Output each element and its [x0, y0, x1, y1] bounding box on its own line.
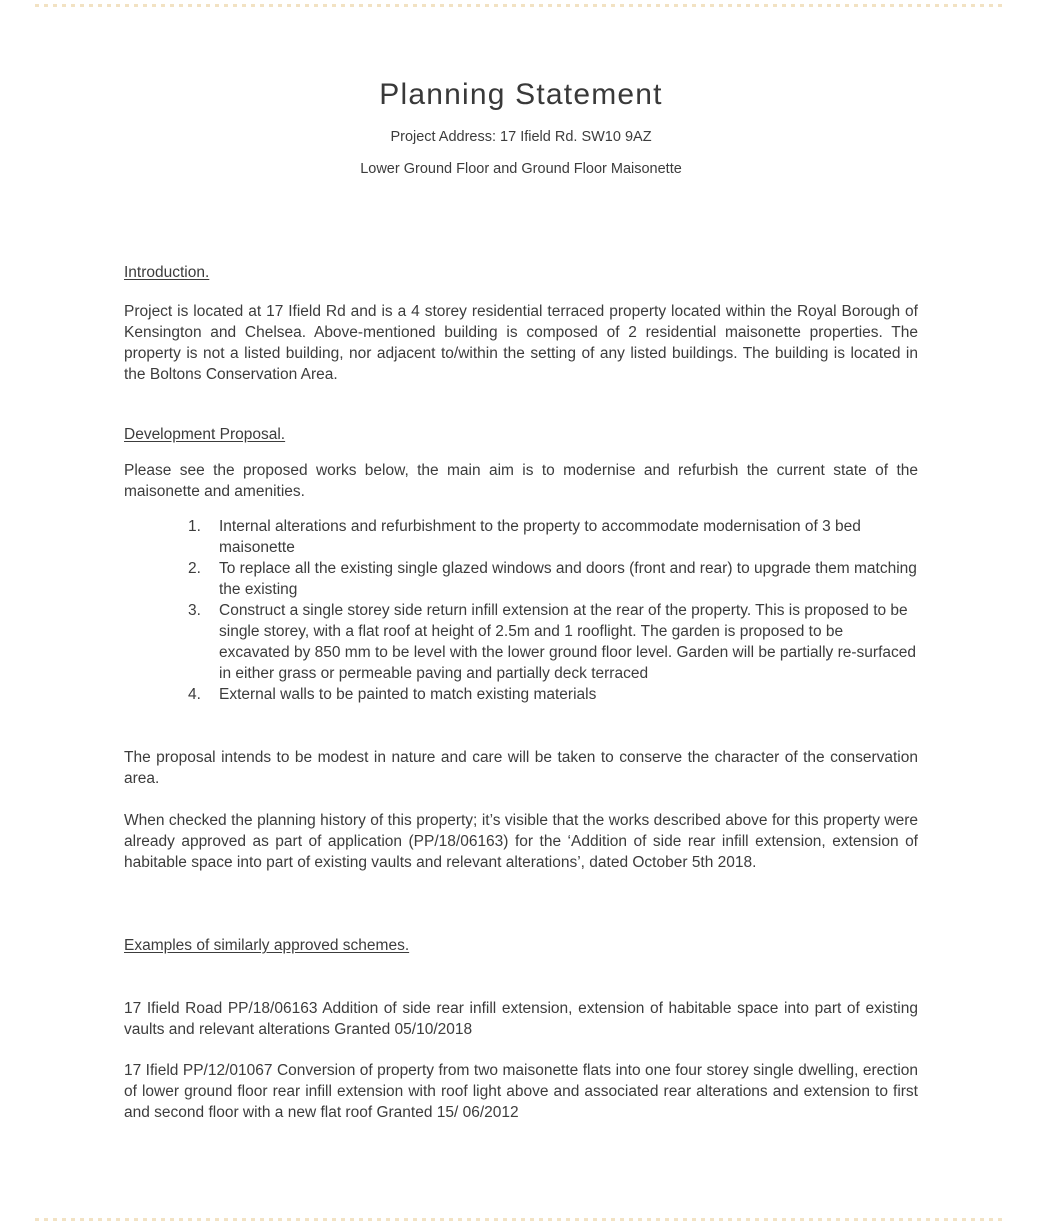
list-item-text: To replace all the existing single glazed windows and doors (front and rear) to upgrade them matching the existing — [219, 560, 917, 598]
development-proposal-section — [124, 424, 918, 873]
proposal-character-paragraph: The proposal intends to be modest in nature and care will be taken to conserve the character of the conservation area. — [124, 749, 918, 787]
development-proposal-heading: Development Proposal. — [124, 426, 286, 443]
list-item-number: 2. — [188, 560, 201, 577]
list-item-text: External walls to be painted to match existing materials — [219, 686, 597, 703]
introduction-section — [124, 262, 918, 385]
list-item-number: 4. — [188, 686, 201, 703]
list-item — [124, 558, 918, 600]
project-address: Project Address: 17 Ifield Rd. SW10 9AZ — [390, 129, 652, 145]
planning-history-paragraph: When checked the planning history of this property; it’s visible that the works described above for this property were already approved as part of application (PP/18/06163) for the ‘Addition of side rear infill extension, extension of habitable space into part of existing vaults and relevant alterations’, dated October 5th 2018. — [124, 812, 918, 871]
page-top-border — [35, 4, 1007, 7]
examples-heading: Examples of similarly approved schemes. — [124, 937, 410, 954]
list-item-number: 1. — [188, 518, 201, 535]
property-description: Lower Ground Floor and Ground Floor Maisonette — [360, 161, 682, 177]
page-bottom-border — [35, 1218, 1007, 1221]
example-entry: 17 Ifield Road PP/18/06163 Addition of side rear infill extension, extension of habitable space into part of existing vaults and relevant alterations Granted 05/10/2018 — [124, 1000, 918, 1038]
list-item — [124, 516, 918, 558]
development-proposal-intro: Please see the proposed works below, the main aim is to modernise and refurbish the current state of the maisonette and amenities. — [124, 462, 918, 500]
proposal-list — [124, 516, 918, 705]
introduction-heading: Introduction. — [124, 264, 210, 281]
list-item-text: Construct a single storey side return infill extension at the rear of the property. This is proposed to be single storey, with a flat roof at height of 2.5m and 1 rooflight. The garden is proposed to be excavated by 850 mm to be level with the lower ground floor level. Garden will be partially re-surfaced in either grass or permeable paving and partially deck terraced — [219, 602, 916, 682]
list-item — [124, 684, 918, 705]
example-entry: 17 Ifield PP/12/01067 Conversion of property from two maisonette flats into one four storey single dwelling, erection of lower ground floor rear infill extension with roof light above and associated rear alterations and extension to first and second floor with a new flat roof Granted 15/ 06/2012 — [124, 1062, 918, 1121]
list-item-text: Internal alterations and refurbishment to the property to accommodate modernisation of 3 bed maisonette — [219, 518, 861, 556]
document-title: Planning Statement — [379, 78, 663, 111]
list-item — [124, 600, 918, 684]
list-item-number: 3. — [188, 602, 201, 619]
examples-section — [124, 935, 918, 1123]
introduction-paragraph: Project is located at 17 Ifield Rd and is a 4 storey residential terraced property located within the Royal Borough of Kensington and Chelsea. Above-mentioned building is composed of 2 residential maisonette properties. The property is not a listed building, nor adjacent to/within the setting of any listed buildings. The building is located in the Boltons Conservation Area. — [124, 303, 918, 383]
